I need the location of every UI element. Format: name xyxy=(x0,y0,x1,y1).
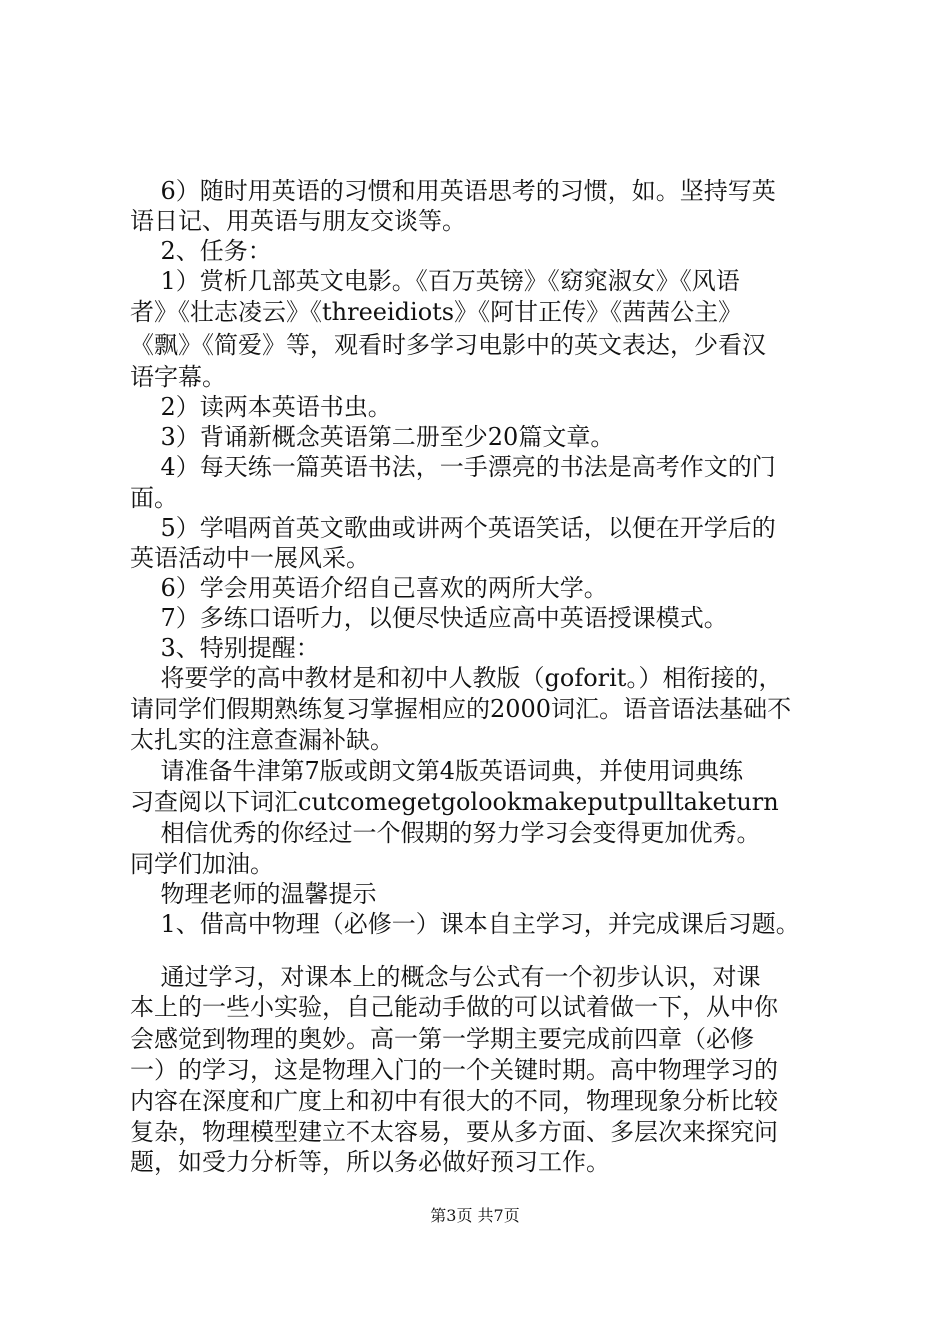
text-line: 7）多练口语听力，以便尽快适应高中英语授课模式。 xyxy=(130,604,728,632)
text-line: 语字幕。 xyxy=(130,363,226,391)
text-line: 将要学的高中教材是和初中人教版（goforit。）相衔接的， xyxy=(130,664,783,692)
text-line: 语日记、用英语与朋友交谈等。 xyxy=(130,207,466,235)
text-line: 请同学们假期熟练复习掌握相应的2000词汇。语音语法基础不 xyxy=(130,695,792,723)
text-line: 3）背诵新概念英语第二册至少20篇文章。 xyxy=(130,423,615,451)
text-line: 题，如受力分析等，所以务必做好预习工作。 xyxy=(130,1148,610,1176)
text-line: 相信优秀的你经过一个假期的努力学习会变得更加优秀。 xyxy=(130,819,761,847)
text-line: 1、借高中物理（必修一）课本自主学习，并完成课后习题。 xyxy=(130,910,800,938)
text-line: 同学们加油。 xyxy=(130,850,274,878)
text-line: 复杂，物理模型建立不太容易，要从多方面、多层次来探究问 xyxy=(130,1118,778,1146)
text-line: 者》《壮志凌云》《threeidiots》《阿甘正传》《茜茜公主》 xyxy=(130,298,743,326)
text-line: 2）读两本英语书虫。 xyxy=(130,393,392,421)
text-line: 本上的一些小实验，自己能动手做的可以试着做一下，从中你 xyxy=(130,993,778,1021)
text-line: 2、任务： xyxy=(130,237,272,265)
text-line: 1）赏析几部英文电影。《百万英镑》《窈窕淑女》《风语 xyxy=(130,267,740,295)
text-line: 一）的学习，这是物理入门的一个关键时期。高中物理学习的 xyxy=(130,1056,778,1084)
text-line: 《飘》《简爱》等，观看时多学习电影中的英文表达，少看汉 xyxy=(130,331,766,359)
text-line: 6）随时用英语的习惯和用英语思考的习惯，如。坚持写英 xyxy=(130,177,776,205)
text-line: 5）学唱两首英文歌曲或讲两个英语笑话，以便在开学后的 xyxy=(130,514,776,542)
text-line: 太扎实的注意查漏补缺。 xyxy=(130,726,394,754)
text-line: 6）学会用英语介绍自己喜欢的两所大学。 xyxy=(130,574,608,602)
page-number-footer: 第3页 共7页 xyxy=(430,1206,520,1225)
text-line: 会感觉到物理的奥妙。高一第一学期主要完成前四章（必修 xyxy=(130,1025,754,1053)
text-line: 4）每天练一篇英语书法，一手漂亮的书法是高考作文的门 xyxy=(130,453,776,481)
text-line: 内容在深度和广度上和初中有很大的不同，物理现象分析比较 xyxy=(130,1087,778,1115)
text-line: 习查阅以下词汇cutcomegetgolookmakeputpulltaketurn xyxy=(130,788,779,816)
text-line: 3、特别提醒： xyxy=(130,634,320,662)
text-line: 面。 xyxy=(130,484,178,512)
text-line: 英语活动中一展风采。 xyxy=(130,544,370,572)
text-line: 通过学习，对课本上的概念与公式有一个初步认识，对课 xyxy=(130,963,761,991)
text-line: 请准备牛津第7版或朗文第4版英语词典，并使用词典练 xyxy=(130,757,744,785)
text-line: 物理老师的温馨提示 xyxy=(130,880,377,908)
